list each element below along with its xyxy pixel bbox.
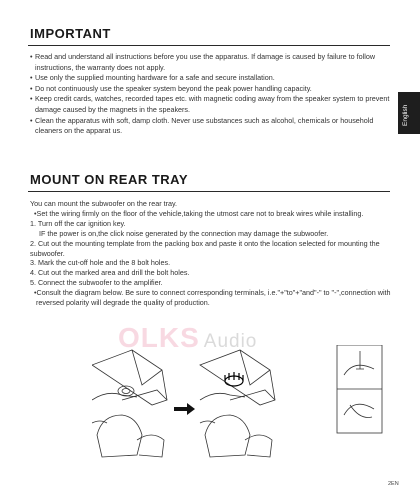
consult-text: Consult the diagram below. Be sure to connect corresponding terminals, i.e."+"to"+"and"-" to "-",connection with reversed polarity will degrade the quality of production. — [36, 288, 391, 308]
watermark-audio: Audio — [203, 331, 258, 352]
watermark-brand: OLKS — [118, 322, 200, 353]
language-side-tab — [398, 92, 420, 134]
car-interior-before — [92, 350, 167, 457]
step-1-note: IF the power is on,the click noise generated by the connection may damage the subwoofer. — [39, 228, 329, 238]
important-heading: IMPORTANT — [30, 26, 111, 41]
mount-heading-rule — [28, 191, 390, 192]
installation-diagram — [92, 345, 392, 470]
important-bullet-2: • Use only the supplied mounting hardware for a safe and secure installation. — [30, 73, 390, 84]
language-tab-label: English — [402, 104, 409, 126]
step-3: 3. Mark the cut-off hole and the 8 bolt holes. — [30, 258, 171, 268]
car-interior-after — [200, 350, 275, 457]
important-bullet-5: • Clean the apparatus with soft, damp cloth. Never use substances such as alcohol, chemicals or household cleaners on the apparat us. — [30, 116, 390, 137]
step-5: 5. Connect the subwoofer to the amplifier. — [30, 278, 163, 288]
step-1: 1. Turn off the car ignition key. — [30, 218, 126, 228]
detail-panel — [337, 345, 382, 433]
consult-bullet: •Consult the diagram below. Be sure to connect corresponding terminals, i.e."+"to"+"and"-" to "-",connection with reversed polarity will degrade the quality of production. — [34, 288, 391, 308]
wiring-text: Set the wiring firmly on the floor of the vehicle,taking the utmost care not to break wires while installing. — [36, 208, 364, 218]
important-bullet-3: • Do not continuously use the speaker system beyond the peak power handling capacity. — [30, 84, 390, 95]
important-bullet-1: • Read and understand all instructions before you use the apparatus. If damage is caused by failure to follow instructions, the warranty does not apply. — [30, 52, 390, 73]
important-heading-rule — [28, 45, 390, 46]
important-list — [30, 52, 390, 137]
mount-heading: MOUNT ON REAR TRAY — [30, 172, 189, 187]
mount-instructions — [30, 199, 392, 308]
important-bullet-4: • Keep credit cards, watches, recorded tapes etc. with magnetic coding away from the speaker system to prevent damage caused by the magnets in the speakers. — [30, 94, 390, 115]
mount-intro: You can mount the subwoofer on the rear tray. — [30, 199, 178, 208]
wiring-bullet: •Set the wiring firmly on the floor of the vehicle,taking the utmost care not to break wires while installing. — [34, 208, 364, 218]
arrow-icon — [174, 403, 195, 415]
page-number: 2EN — [388, 481, 399, 487]
step-2: 2. Cut out the mounting template from the packing box and paste it onto the location selected for mounting the subwoofer. — [30, 238, 380, 258]
step-4: 4. Cut out the marked area and drill the bolt holes. — [30, 268, 190, 278]
